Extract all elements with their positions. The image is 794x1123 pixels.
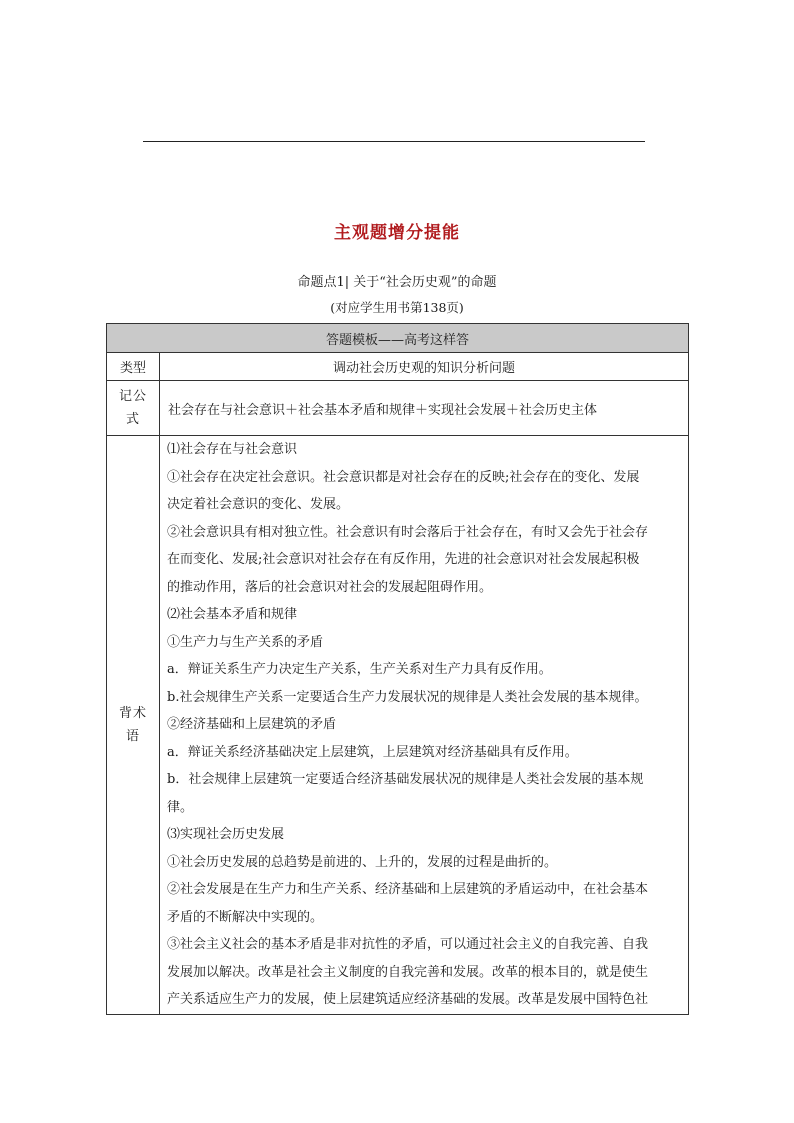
text-line: 产关系适应生产力的发展，使上层建筑适应经济基础的发展。改革是发展中国特色社: [167, 992, 649, 1007]
recite-content: [160, 436, 689, 1015]
table-header-row: [107, 324, 689, 353]
text-line: b.社会规律生产关系一定要适合生产力发展状况的规律是人类社会发展的基本规律。: [167, 689, 648, 705]
table-header: 答题模板——高考这样答: [107, 324, 689, 353]
text-line: ②社会意识具有相对独立性。社会意识有时会落后于社会存在，有时又会先于社会存: [167, 524, 649, 540]
text-line: ⑶实现社会历史发展: [167, 827, 285, 842]
answer-template-table: [106, 323, 689, 1015]
recite-label-line: 背术: [118, 705, 147, 721]
recite-label-line: 语: [125, 728, 140, 744]
text-line: ①生产力与生产关系的矛盾: [167, 634, 324, 650]
text-line: a．辩证关系经济基础决定上层建筑，上层建筑对经济基础具有反作用。: [167, 744, 578, 760]
page-reference: (对应学生用书第138页): [330, 300, 464, 315]
text-line: 矛盾的不断解决中实现的。: [167, 909, 324, 925]
formula-row: [107, 381, 689, 436]
text-line: ②经济基础和上层建筑的矛盾: [167, 717, 337, 732]
text-line: ③社会主义社会的基本矛盾是非对抗性的矛盾，可以通过社会主义的自我完善、自我: [167, 937, 649, 952]
recite-row: [107, 436, 689, 1015]
formula-label-line: 记公: [118, 389, 147, 404]
text-line: 在而变化、发展;社会意识对社会存在有反作用，先进的社会意识对社会发展起积极: [167, 552, 640, 567]
text-line: 的推动作用，落后的社会意识对社会的发展起阻碍作用。: [167, 579, 493, 595]
type-value: 调动社会历史观的知识分析问题: [160, 353, 689, 381]
type-label: 类型: [107, 353, 160, 381]
top-rule: [143, 141, 645, 142]
text-line: ⑴社会存在与社会意识: [167, 442, 298, 457]
text-line: ⑵社会基本矛盾和规律: [167, 607, 298, 622]
section-title: 主观题增分提能: [334, 223, 460, 243]
text-line: 决定着社会意识的变化、发展。: [167, 497, 350, 512]
recite-label: [107, 436, 160, 1015]
text-line: 发展加以解决。改革是社会主义制度的自我完善和发展。改革的根本目的，就是使生: [167, 964, 649, 980]
formula-label: [107, 381, 160, 436]
text-line: ②社会发展是在生产力和生产关系、经济基础和上层建筑的矛盾运动中，在社会基本: [167, 882, 649, 897]
text-line: ①社会历史发展的总趋势是前进的、上升的，发展的过程是曲折的。: [167, 854, 558, 870]
type-row: [107, 353, 689, 381]
text-line: a．辩证关系生产力决定生产关系，生产关系对生产力具有反作用。: [167, 662, 552, 677]
text-line: b．社会规律上层建筑一定要适合经济基础发展状况的规律是人类社会发展的基本规: [167, 772, 644, 787]
formula-label-line: 式: [125, 412, 140, 427]
formula-value: 社会存在与社会意识＋社会基本矛盾和规律＋实现社会发展＋社会历史主体: [160, 381, 689, 436]
topic-subtitle: 命题点1| 关于“社会历史观”的命题: [297, 275, 497, 290]
text-line: 律。: [167, 799, 194, 815]
text-line: ①社会存在决定社会意识。社会意识都是对社会存在的反映;社会存在的变化、发展: [167, 469, 640, 485]
